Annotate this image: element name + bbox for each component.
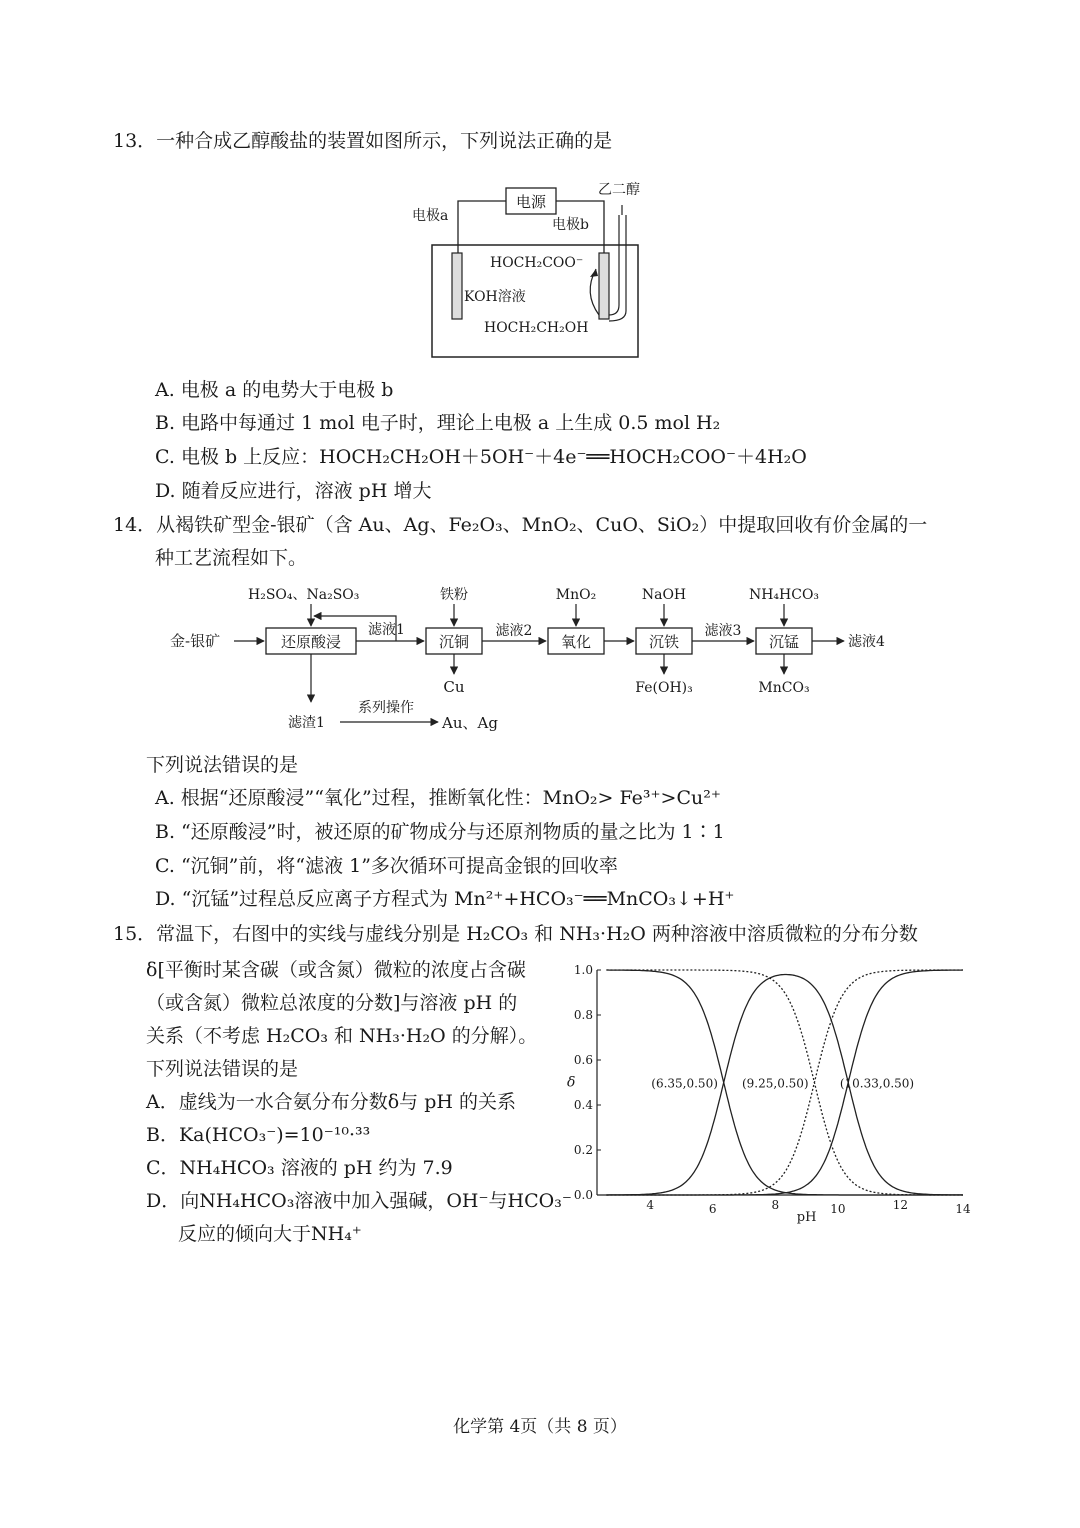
chart-labels <box>567 963 971 1225</box>
x-axis-label: pH <box>796 1210 817 1225</box>
q14-question: 下列说法错误的是 <box>146 754 299 776</box>
electrode-a <box>452 253 462 319</box>
flow-mnco3: MnCO₃ <box>758 680 810 696</box>
q15-stem-line1: 15．常温下，右图中的实线与虚线分别是 H₂CO₃ 和 NH₃·H₂O 两种溶液中溶质微粒的分布分数 <box>113 923 918 945</box>
point-annotation: (9.25,0.50) <box>741 1076 809 1091</box>
flow-filtrate4: 滤液4 <box>848 634 885 650</box>
q14-option-c: C. “沉铜”前，将“滤液 1”多次循环可提高金银的回收率 <box>155 855 618 877</box>
flow-step3: 氧化 <box>560 633 592 651</box>
flow-au-ag: Au、Ag <box>442 714 498 732</box>
point-annotation: (10.33,0.50) <box>839 1076 915 1091</box>
flow-filtrate3: 滤液3 <box>704 623 742 639</box>
electrode-a-label: 电极a <box>412 208 449 224</box>
q13-option-b: B. 电路中每通过 1 mol 电子时，理论上电极 a 上生成 0.5 mol H₂ <box>155 412 721 434</box>
x-tick-label: 4 <box>646 1198 654 1212</box>
flow-iron-powder: 铁粉 <box>440 587 468 603</box>
electrolysis-diagram <box>400 175 660 365</box>
q14-option-d: D. “沉锰”过程总反应离子方程式为 Mn²⁺+HCO₃⁻══MnCO₃↓+H⁺ <box>155 888 735 910</box>
flow-feoh3: Fe(OH)₃ <box>635 680 693 696</box>
flow-naoh: NaOH <box>641 587 687 603</box>
y-tick-label: 1.0 <box>573 963 593 977</box>
y-axis-label: δ <box>567 1074 576 1091</box>
y-tick-label: 0.4 <box>573 1098 593 1112</box>
y-tick-label: 0.2 <box>573 1143 593 1157</box>
electrode-b-label: 电极b <box>552 217 589 233</box>
q15-stem-line2: δ[平衡时某含碳（或含氮）微粒的浓度占含碳 <box>146 959 526 981</box>
x-tick-label: 10 <box>830 1202 846 1216</box>
power-label: 电源 <box>515 193 547 211</box>
y-tick-label: 0.0 <box>573 1188 593 1202</box>
flow-nh4hco3: NH₄HCO₃ <box>748 587 820 603</box>
x-tick-label: 6 <box>708 1202 717 1216</box>
y-tick-label: 0.6 <box>573 1053 593 1067</box>
glycolate-label: HOCH₂COO⁻ <box>490 255 584 271</box>
q15-question: 下列说法错误的是 <box>146 1058 299 1080</box>
electrode-b <box>599 253 609 319</box>
q15-option-d: D．向NH₄HCO₃溶液中加入强碱，OH⁻与HCO₃⁻ <box>146 1190 572 1212</box>
koh-label: KOH溶液 <box>464 289 526 305</box>
flow-filtrate1: 滤液1 <box>368 622 405 638</box>
q15-stem-line3: （或含氮）微粒总浓度的分数]与溶液 pH 的 <box>146 992 518 1014</box>
x-tick-label: 12 <box>892 1198 909 1212</box>
flow-step4: 沉铁 <box>648 633 680 651</box>
q15-option-c: C．NH₄HCO₃ 溶液的 pH 约为 7.9 <box>146 1157 453 1179</box>
x-tick-label: 8 <box>771 1198 780 1212</box>
ethanediol-label: HOCH₂CH₂OH <box>484 320 589 336</box>
process-flow-diagram <box>160 578 920 738</box>
q13-option-d: D. 随着反应进行，溶液 pH 增大 <box>155 480 432 502</box>
flow-filtrate2: 滤液2 <box>495 623 533 639</box>
q15-option-a: A．虚线为一水合氨分布分数δ与 pH 的关系 <box>146 1091 516 1113</box>
q15-option-d-cont: 反应的倾向大于NH₄⁺ <box>178 1223 362 1245</box>
q15-stem-line4: 关系（不考虑 H₂CO₃ 和 NH₃·H₂O 的分解）。 <box>146 1025 538 1047</box>
q15-option-b: B．Ka(HCO₃⁻)=10⁻¹⁰·³³ <box>146 1124 371 1146</box>
flow-series-ops: 系列操作 <box>358 700 414 716</box>
flow-step1: 还原酸浸 <box>280 633 342 651</box>
q14-stem-line1: 14．从褐铁矿型金-银矿（含 Au、Ag、Fe₂O₃、MnO₂、CuO、SiO₂）中提取回收有价金属的一 <box>113 514 928 536</box>
page-footer: 化学第 4页（共 8 页） <box>453 1417 627 1437</box>
flow-residue1: 滤渣1 <box>288 715 325 731</box>
y-tick-label: 0.8 <box>573 1008 593 1022</box>
flow-ore: 金-银矿 <box>170 632 221 650</box>
flow-cu: Cu <box>443 678 465 696</box>
x-tick-label: 14 <box>955 1202 971 1216</box>
q14-stem-line2: 种工艺流程如下。 <box>155 547 308 569</box>
distribution-fraction-chart <box>555 955 980 1235</box>
flow-mno2: MnO₂ <box>555 587 597 603</box>
q14-option-b: B. “还原酸浸”时，被还原的矿物成分与还原剂物质的量之比为 1∶1 <box>155 821 725 843</box>
flow-step2: 沉铜 <box>438 633 470 651</box>
flow-step5: 沉锰 <box>768 633 800 651</box>
ethylene-glycol-label: 乙二醇 <box>598 182 640 198</box>
q13-option-a: A. 电极 a 的电势大于电极 b <box>155 379 394 401</box>
q13-option-c: C. 电极 b 上反应：HOCH₂CH₂OH＋5OH⁻＋4e⁻══HOCH₂COO⁻＋4H₂O <box>155 446 807 468</box>
flow-reagent1: H₂SO₄、Na₂SO₃ <box>248 587 360 603</box>
point-annotation: (6.35,0.50) <box>651 1076 718 1091</box>
q14-option-a: A. 根据“还原酸浸”“氧化”过程，推断氧化性：MnO₂> Fe³⁺>Cu²⁺ <box>155 787 721 809</box>
q13-stem: 13．一种合成乙醇酸盐的装置如图所示，下列说法正确的是 <box>113 130 613 152</box>
